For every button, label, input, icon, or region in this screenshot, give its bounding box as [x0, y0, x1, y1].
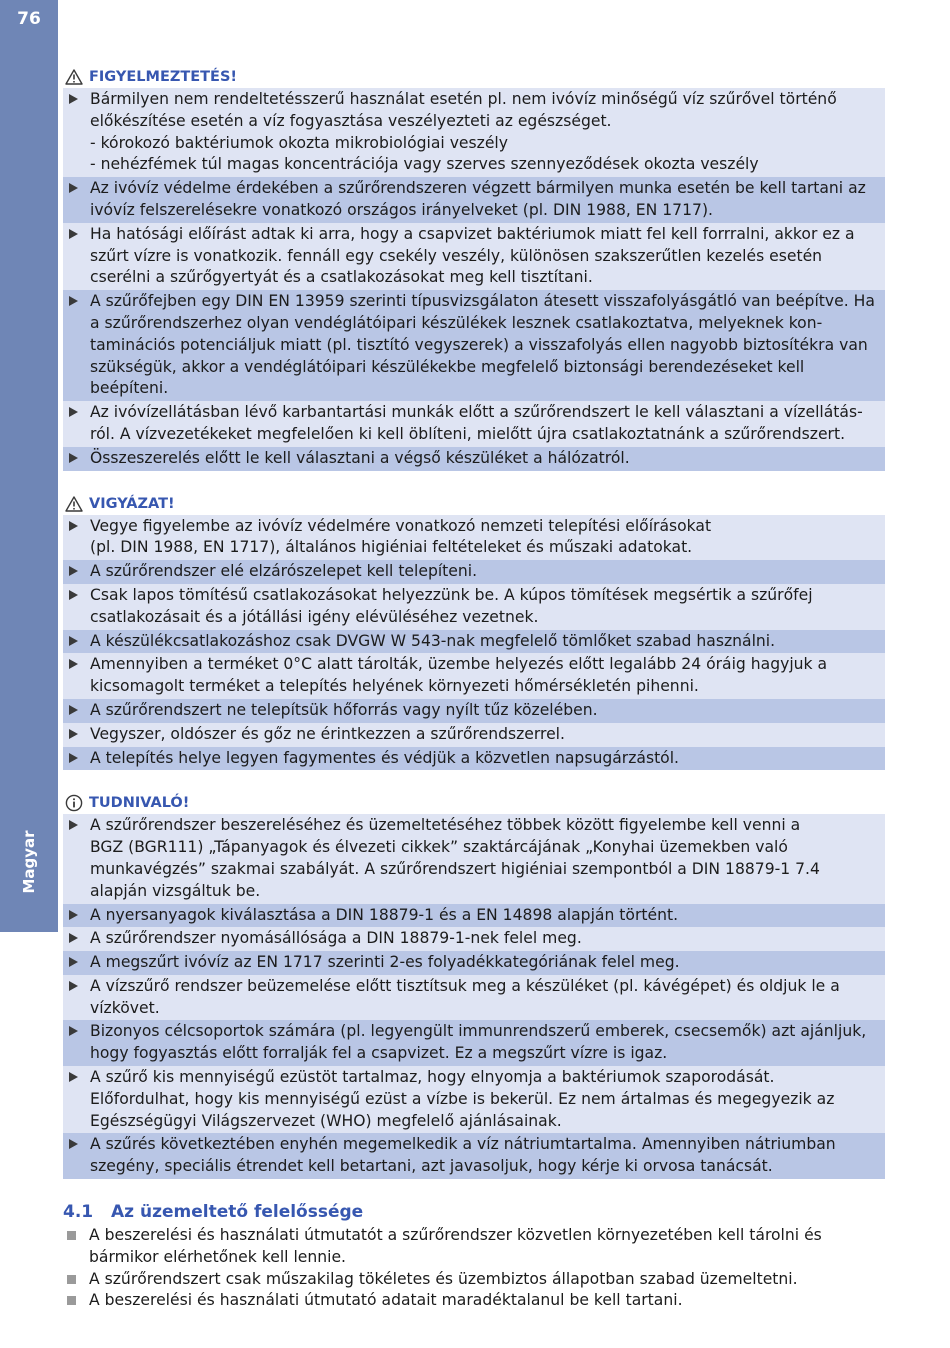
subsection-number: 4.1: [63, 1202, 94, 1223]
list-item-text: Vegye figyelembe az ivóvíz védelmére vonatkozó nemzeti telepítési előírásokat (pl. DIN 1988, EN 1717), általános higiéniai feltételeket és műszaki adatokat.: [90, 516, 712, 557]
arrow-bullet-icon: [69, 590, 78, 600]
list-item-text: A szűrőrendszer elé elzárószelepet kell telepíteni.: [90, 562, 478, 581]
info-circle-icon: [65, 794, 83, 812]
arrow-bullet-icon: [69, 521, 78, 531]
list-item: [63, 699, 885, 723]
list-item-text: A telepítés helye legyen fagymentes és védjük a közvetlen napsugárzástól.: [90, 748, 680, 767]
square-bullet-icon: [67, 1296, 76, 1305]
arrow-bullet-icon: [69, 910, 78, 920]
section-warning: [63, 66, 885, 471]
language-tab: Magyar: [20, 830, 38, 894]
list-item-text: Összeszerelés előtt le kell választani a végső készüléket a hálózatról.: [90, 448, 630, 467]
section-heading: [63, 493, 885, 515]
notice-heading: TUDNIVALÓ!: [89, 795, 190, 812]
list-item-text: A szűrőrendszer nyomásállósága a DIN 18879-1-nek felel meg.: [90, 929, 582, 948]
arrow-bullet-icon: [69, 1072, 78, 1082]
arrow-bullet-icon: [69, 933, 78, 943]
section-items: [63, 814, 885, 1179]
arrow-bullet-icon: [69, 636, 78, 646]
subsection-title: [63, 1199, 885, 1225]
list-item-text: A készülékcsatlakozáshoz csak DVGW W 543-nak megfelelő tömlőket szabad használni.: [90, 631, 776, 650]
list-item: [63, 1133, 885, 1179]
list-item-text: Az ivóvízellátásban lévő karbantartási munkák előtt a szűrőrendszert le kell választani a vízellátás-ról. A vízvezetékeket megfelelően ki kell öblíteni, mielőtt újra csatlakoztatnánk a szűrőrendszert.: [90, 403, 863, 443]
list-item: [63, 904, 885, 928]
square-bullet-icon: [67, 1231, 76, 1240]
arrow-bullet-icon: [69, 1139, 78, 1149]
language-sidebar: [0, 0, 58, 932]
page-number: 76: [17, 9, 41, 29]
arrow-bullet-icon: [69, 94, 78, 104]
arrow-bullet-icon: [69, 820, 78, 830]
list-item: [63, 814, 885, 903]
warning-triangle-icon: [65, 69, 83, 85]
list-item-text: A vízszűrő rendszer beüzemelése előtt tisztítsuk meg a készüléket (pl. kávégépet) és oldjuk le a vízkövet.: [90, 976, 840, 1017]
list-item-text: A szűrőrendszert ne telepítsük hőforrás vagy nyílt tűz közelében.: [90, 700, 598, 719]
section-notice: [63, 792, 885, 1179]
bullet-text: A beszerelési és használati útmutató adatait maradéktalanul be kell tartani.: [89, 1291, 683, 1310]
arrow-bullet-icon: [69, 981, 78, 991]
list-item: [63, 723, 885, 747]
warning-triangle-icon: [65, 496, 83, 512]
caution-heading: VIGYÁZAT!: [89, 495, 175, 512]
square-bullet-icon: [67, 1275, 76, 1284]
list-item: [63, 630, 885, 654]
list-item-text: A nyersanyagok kiválasztása a DIN 18879-1 és a EN 14898 alapján történt.: [90, 905, 679, 924]
arrow-bullet-icon: [69, 729, 78, 739]
list-item-text: A szűrő kis mennyiségű ezüstöt tartalmaz, hogy elnyomja a baktériumok szaporodását. Előfordulhat, hogy kis mennyiségű ezüst a vízbe is bekerül. Ez nem ártalmas és megegyezik az Egészségügyi Világszervezet (WHO) megfelelő ajánlásainak.: [90, 1068, 835, 1130]
subsection: [63, 1199, 885, 1312]
arrow-bullet-icon: [69, 183, 78, 193]
list-item: [63, 560, 885, 584]
section-items: [63, 88, 885, 471]
list-item: [63, 401, 885, 447]
list-item: [63, 177, 885, 223]
list-item-text: Bármilyen nem rendeltetésszerű használat esetén pl. nem ivóvíz minőségű víz szűrővel történő előkészítése esetén a víz fogyasztása veszélyezteti az egészséget. - kórokozó baktériumok okozta mikrobiológiai veszély - nehézfémek túl magas koncentrációja vagy szerves szennyeződések okozta veszély: [90, 90, 837, 174]
list-item: [63, 975, 885, 1021]
subsection-title-text: Az üzemeltető felelőssége: [111, 1202, 364, 1223]
list-item-text: Amennyiben a terméket 0°C alatt tárolták, üzembe helyezés előtt legalább 24 óráig hagyjuk a kicsomagolt terméket a telepítés helyének környezeti hőmérsékletén pihenni.: [90, 655, 828, 696]
arrow-bullet-icon: [69, 296, 78, 306]
section-heading: [63, 66, 885, 88]
arrow-bullet-icon: [69, 566, 78, 576]
arrow-bullet-icon: [69, 659, 78, 669]
list-item-text: Csak lapos tömítésű csatlakozásokat helyezzünk be. A kúpos tömítések megsértik a szűrőfej csatlakozásait és a jótállási igény elévüléséhez vezetnek.: [90, 585, 813, 626]
list-item: [63, 653, 885, 699]
arrow-bullet-icon: [69, 753, 78, 763]
list-item: [63, 927, 885, 951]
list-item-text: Ha hatósági előírást adtak ki arra, hogy a csapvizet baktériumok miatt fel kell forrralni, akkor ez a szűrt vízre is vonatkozik. fennáll egy csekély veszély, különösen szakszerűtlen kezelés esetén cserélni a szűrőgyertyát és a csatlakozásokat meg kell tisztítani.: [90, 224, 855, 287]
subsection-bullets: [63, 1225, 885, 1312]
warning-heading: FIGYELMEZTETÉS!: [89, 69, 238, 85]
arrow-bullet-icon: [69, 229, 78, 239]
list-item-text: A szűrés következtében enyhén megemelkedik a víz nátriumtartalma. Amennyiben nátriumban szegény, speciális étrendet kell betartani, azt javasoljuk, hogy kérje ki orvosa tanácsát.: [90, 1135, 836, 1176]
list-item: [63, 1066, 885, 1133]
bullet-item: [63, 1225, 885, 1269]
main-content: [63, 66, 885, 1312]
list-item: [63, 447, 885, 471]
arrow-bullet-icon: [69, 705, 78, 715]
list-item-text: A szűrőfejben egy DIN EN 13959 szerinti típusvizsgálaton átesett visszafolyásgátló van beépítve. Ha a szűrőrendszerhez olyan vendéglátóipari készülékek lesznek csatlakoztatva, melyeknek kon-taminációs potenciáljuk miatt (pl. tisztító vegyszerek) a visszafolyás ellen nagyobb biztosítékra van szükségük, akkor a vendéglátóipari készülékekbe megfelelő biztonsági berendezéseket kell beépíteni.: [90, 292, 875, 398]
list-item: [63, 747, 885, 771]
list-item: [63, 290, 885, 401]
bullet-text: A beszerelési és használati útmutatót a szűrőrendszer közvetlen környezetében kell tárolni és bármikor elérhetőnek kell lennie.: [89, 1226, 822, 1266]
list-item-text: A szűrőrendszer beszereléséhez és üzemeltetéséhez többek között figyelembe kell venni a BGZ (BGR111) „Tápanyagok és élvezeti cikkek” szaktárcájának „Konyhai üzemekben való munkavégzés” szakmai szabályát. A szűrőrendszert higiéniai szempontból a DIN 18879-1 7.4 alapján vizsgáltuk be.: [90, 816, 820, 900]
bullet-item: [63, 1290, 885, 1312]
list-item: [63, 515, 885, 561]
section-caution: [63, 493, 885, 771]
list-item: [63, 584, 885, 630]
list-item: [63, 1020, 885, 1066]
list-item-text: A megszűrt ivóvíz az EN 1717 szerinti 2-es folyadékkategóriának felel meg.: [90, 953, 680, 972]
arrow-bullet-icon: [69, 407, 78, 417]
section-items: [63, 515, 885, 771]
list-item-text: Bizonyos célcsoportok számára (pl. legyengült immunrendszerű emberek, csecsemők) azt ajánljuk, hogy fogyasztás előtt forralják fel a csapvizet. Ez a megszűrt vízre is igaz.: [90, 1022, 867, 1063]
list-item-text: Az ivóvíz védelme érdekében a szűrőrendszeren végzett bármilyen munka esetén be kell tartani az ivóvíz felszerelésekre vonatkozó országos irányelveket (pl. DIN 1988, EN 1717).: [90, 179, 866, 219]
bullet-text: A szűrőrendszert csak műszakilag tökéletes és üzembiztos állapotban szabad üzemeltetni.: [89, 1269, 798, 1288]
list-item: [63, 88, 885, 177]
arrow-bullet-icon: [69, 453, 78, 463]
list-item: [63, 223, 885, 290]
list-item: [63, 951, 885, 975]
list-item-text: Vegyszer, oldószer és gőz ne érintkezzen a szűrőrendszerrel.: [90, 724, 565, 743]
arrow-bullet-icon: [69, 957, 78, 967]
bullet-item: [63, 1269, 885, 1291]
section-heading: [63, 792, 885, 814]
arrow-bullet-icon: [69, 1026, 78, 1036]
